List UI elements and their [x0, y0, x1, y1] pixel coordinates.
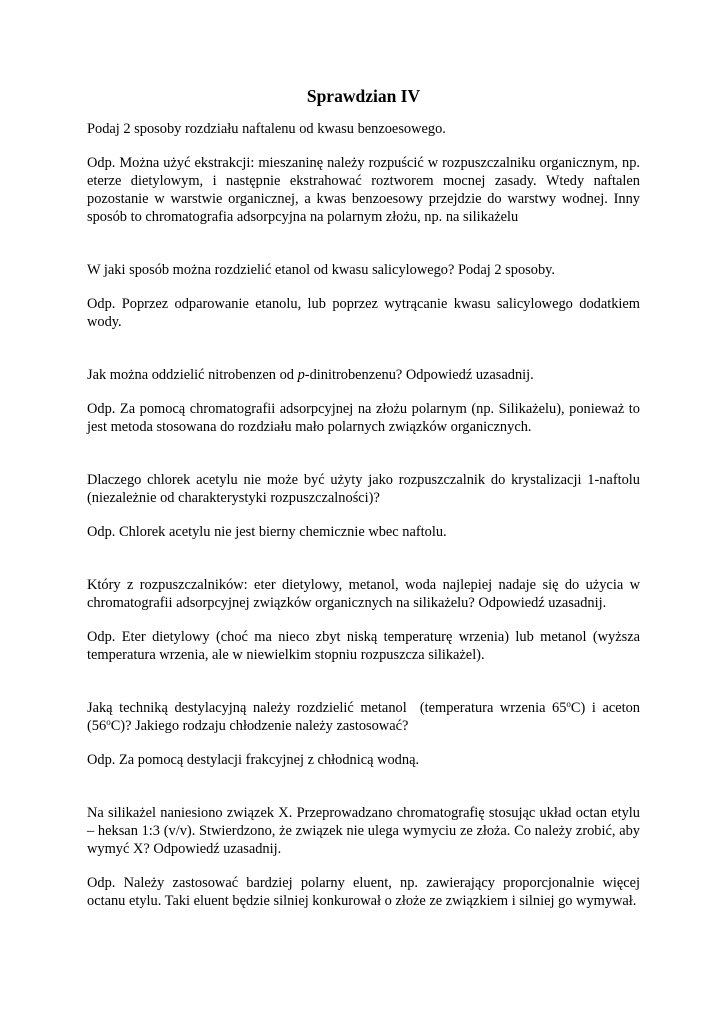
question-3-italic-p: p	[297, 367, 305, 383]
degree-symbol-2: o	[106, 717, 111, 727]
question-3-text-b: -dinitrobenzenu? Odpowiedź uzasadnij.	[304, 367, 534, 383]
question-6-text-b: C) i aceton (56	[87, 700, 640, 734]
question-5: Który z rozpuszczalników: eter dietylowy, metanol, woda najlepiej nadaje się do użycia w chromatografii adsorpcyjnej związków organicznych na silikażelu? Odpowiedź uzasadnij.	[87, 577, 640, 611]
question-6-text-c: C)? Jakiego rodzaju chłodzenie należy zastosować?	[110, 718, 409, 734]
answer-2: Odp. Poprzez odparowanie etanolu, lub poprzez wytrącanie kwasu salicylowego dodatkiem wody.	[87, 296, 640, 330]
degree-symbol-1: o	[566, 699, 571, 709]
page-title: Sprawdzian IV	[306, 86, 421, 106]
question-2: W jaki sposób można rozdzielić etanol od kwasu salicylowego? Podaj 2 sposoby.	[87, 262, 555, 278]
answer-5: Odp. Eter dietylowy (choć ma nieco zbyt niską temperaturę wrzenia) lub metanol (wyższa temperatura wrzenia, ale w niewielkim stopniu rozpuszcza silikażel).	[87, 629, 640, 663]
answer-1: Odp. Można użyć ekstrakcji: mieszaninę należy rozpuścić w rozpuszczalniku organicznym, np. eterze dietylowym, i następnie ekstrahować roztworem mocnej zasady. Wtedy naftalen pozostanie w warstwie organicznej, a kwas benzoesowy przejdzie do warstwy wodnej. Inny sposób to chromatografia adsorpcyjna na polarnym złożu, np. na silikażelu	[87, 155, 640, 225]
answer-4: Odp. Chlorek acetylu nie jest bierny chemicznie wbec naftolu.	[87, 524, 447, 540]
answer-6: Odp. Za pomocą destylacji frakcyjnej z chłodnicą wodną.	[87, 752, 420, 768]
question-6	[87, 699, 640, 735]
answer-3: Odp. Za pomocą chromatografii adsorpcyjnej na złożu polarnym (np. Silikażelu), ponieważ to jest metoda stosowana do rozdziału mało polarnych związków organicznych.	[87, 401, 640, 435]
question-7: Na silikażel naniesiono związek X. Przeprowadzano chromatografię stosując układ octan etylu – heksan 1:3 (v/v). Stwierdzono, że związek nie ulega wymyciu ze złoża. Co należy zrobić, aby wymyć X? Odpowiedź uzasadnij.	[87, 805, 640, 857]
question-1: Podaj 2 sposoby rozdziału naftalenu od kwasu benzoesowego.	[87, 121, 446, 137]
answer-7: Odp. Należy zastosować bardziej polarny eluent, np. zawierający proporcjonalnie więcej octanu etylu. Taki eluent będzie silniej konkurował o złoże ze związkiem i silniej go wymywał.	[87, 875, 640, 909]
question-4: Dlaczego chlorek acetylu nie może być użyty jako rozpuszczalnik do krystalizacji 1-naftolu (niezależnie od charakterystyki rozpuszczalności)?	[87, 472, 640, 506]
question-3-text-a: Jak można oddzielić nitrobenzen od	[87, 367, 298, 383]
question-3	[87, 366, 640, 384]
document-page	[87, 86, 640, 910]
question-6-text-a: Jaką techniką destylacyjną należy rozdzielić metanol (temperatura wrzenia 65	[87, 700, 567, 716]
